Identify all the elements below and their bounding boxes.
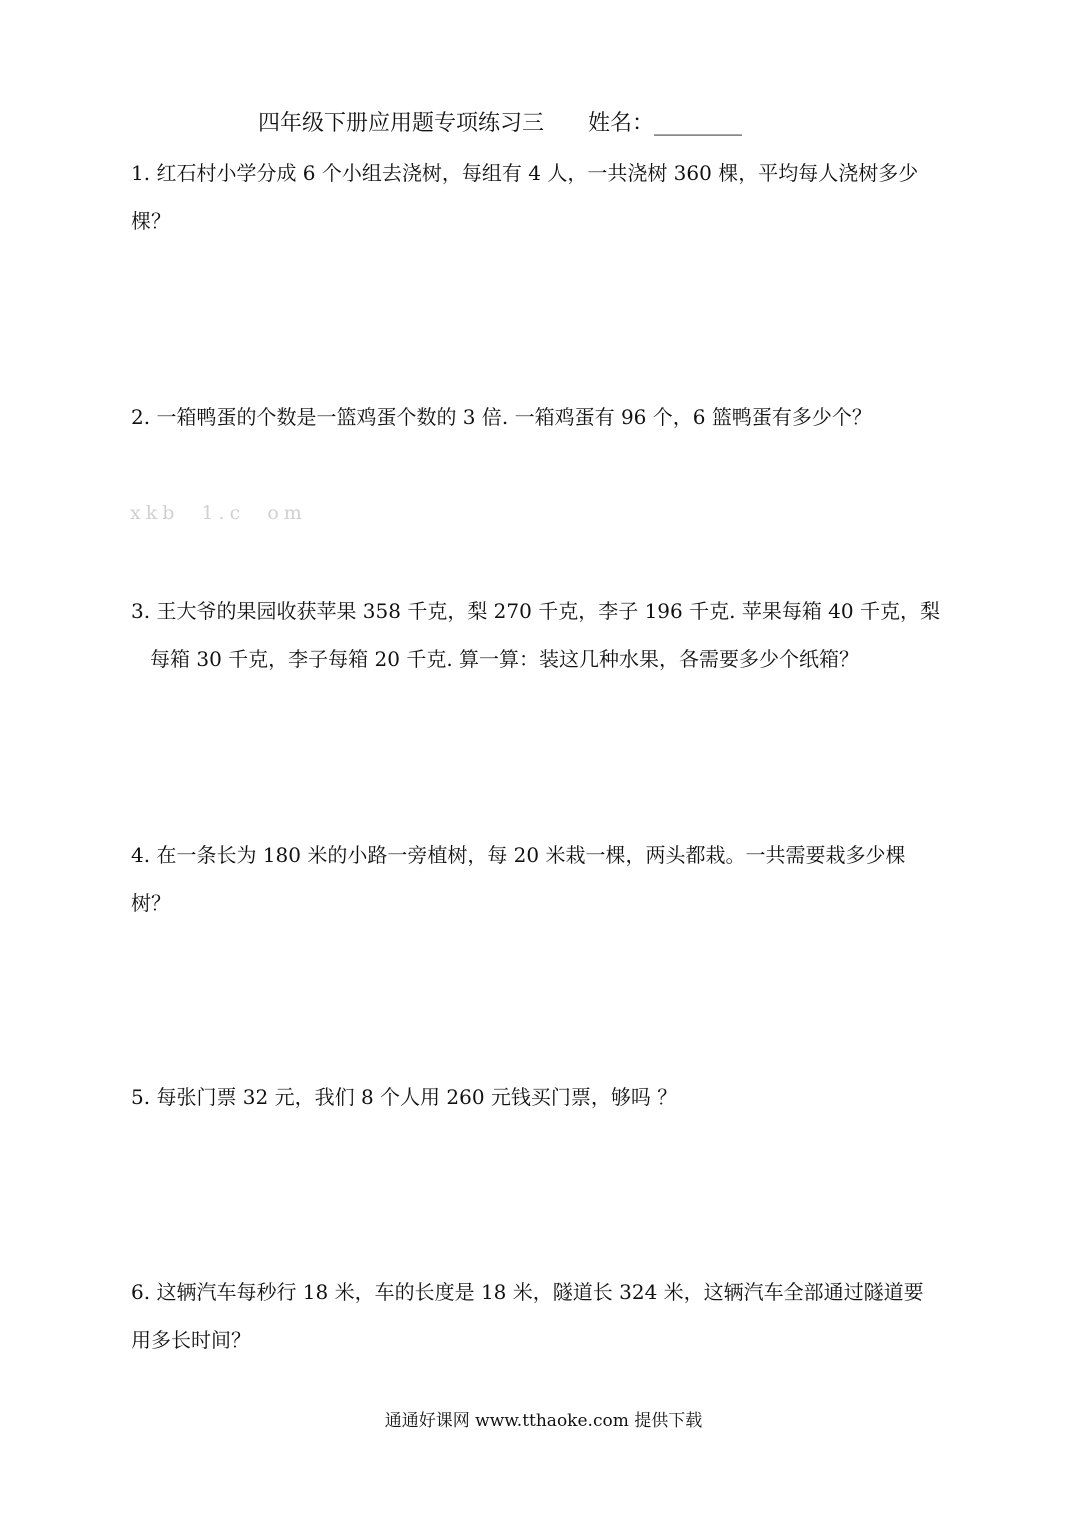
question-6-line-2: 用多长时间？ xyxy=(131,1328,251,1352)
question-1-line-1: 1. 红石村小学分成 6 个小组去浇树，每组有 4 人，一共浇树 360 棵，平均每人浇树多少 xyxy=(131,161,919,185)
question-2-line-1: 2. 一箱鸭蛋的个数是一篮鸡蛋个数的 3 倍. 一箱鸡蛋有 96 个，6 篮鸭蛋有多少个？ xyxy=(131,405,872,429)
page-title xyxy=(258,110,742,138)
question-6-line-1: 6. 这辆汽车每秒行 18 米，车的长度是 18 米，隧道长 324 米，这辆汽车全部通过隧道要 xyxy=(131,1280,924,1304)
question-5-line-1: 5. 每张门票 32 元，我们 8 个人用 260 元钱买门票，够吗 ？ xyxy=(131,1085,678,1109)
question-1-line-2: 棵？ xyxy=(131,209,171,233)
name-field-label: 姓名：________ xyxy=(588,111,743,136)
worksheet-title: 四年级下册应用题专项练习三 xyxy=(258,111,545,136)
question-3-line-2: 每箱 30 千克，李子每箱 20 千克. 算一算：装这几种水果，各需要多少个纸箱？ xyxy=(150,647,860,671)
question-3-line-1: 3. 王大爷的果园收获苹果 358 千克，梨 270 千克，李子 196 千克. 苹果每箱 40 千克，梨 xyxy=(131,599,940,623)
footer-credit: 通通好课网 www.tthaoke.com 提供下载 xyxy=(384,1411,703,1431)
question-4-line-1: 4. 在一条长为 180 米的小路一旁植树，每 20 米栽一棵，两头都栽。一共需要栽多少棵 xyxy=(131,843,906,867)
watermark: xkb 1.c om xyxy=(130,502,307,524)
question-4-line-2: 树？ xyxy=(131,891,171,915)
